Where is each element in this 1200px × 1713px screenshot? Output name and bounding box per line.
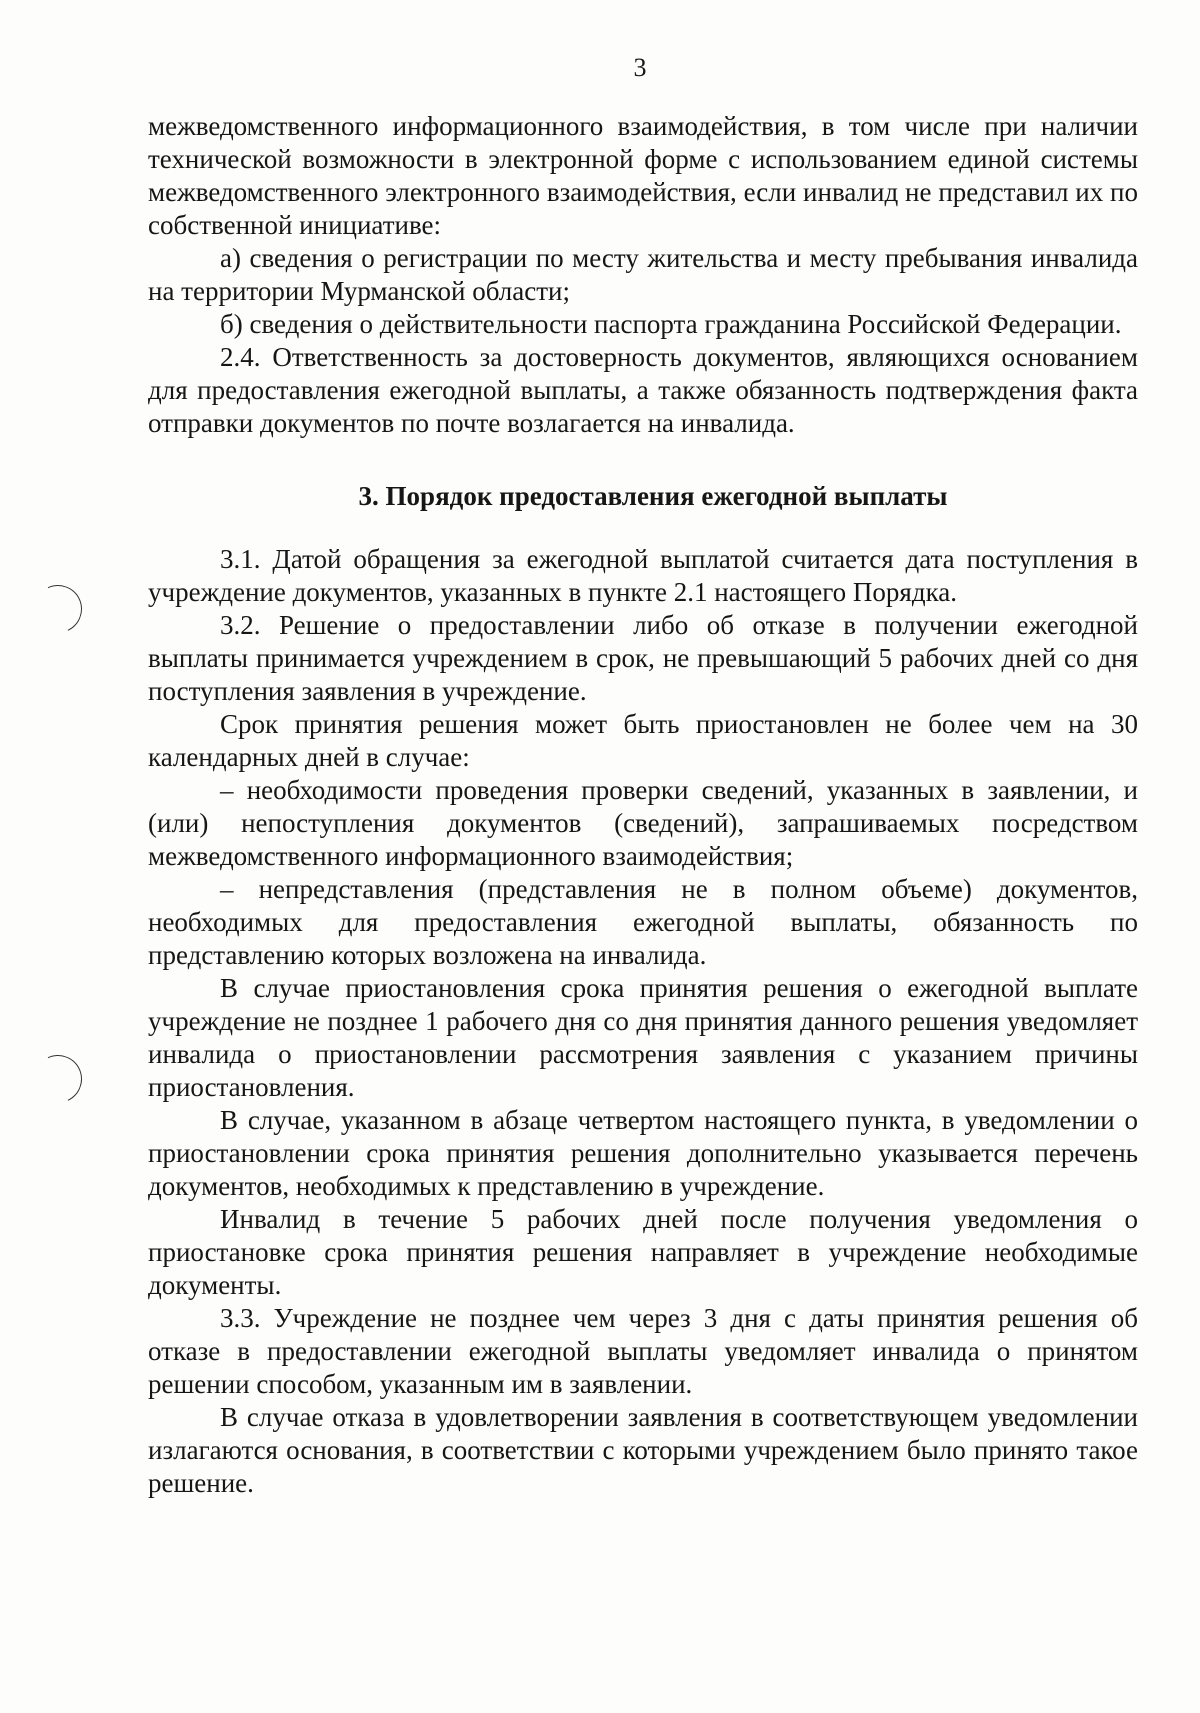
paragraph-case-non-submission: – непредставления (представления не в полном объеме) документов, необходимых для предоставления ежегодной выплаты, обязанность по представлению которых возложена на инвалида. <box>148 874 1138 970</box>
paragraph-2-4: 2.4. Ответственность за достоверность документов, являющихся основанием для предоставления ежегодной выплаты, а также обязанность подтверждения факта отправки документов по почте возлагается на инвалида. <box>148 342 1138 438</box>
page-number: 3 <box>633 53 647 82</box>
paragraph-suspension-term: Срок принятия решения может быть приостановлен не более чем на 30 календарных дней в случае: <box>148 709 1138 772</box>
document-body <box>148 110 1138 1500</box>
paragraph-3-1: 3.1. Датой обращения за ежегодной выплатой считается дата поступления в учреждение документов, указанных в пункте 2.1 настоящего Порядка. <box>148 544 1138 607</box>
paragraph-refusal-grounds: В случае отказа в удовлетворении заявления в соответствующем уведомлении излагаются основания, в соответствии с которыми учреждением было принято такое решение. <box>148 1402 1138 1498</box>
section-heading: 3. Порядок предоставления ежегодной выплаты <box>358 481 948 511</box>
punch-hole-mark <box>27 578 89 640</box>
paragraph-continuation: межведомственного информационного взаимодействия, в том числе при наличии технической возможности в электронной форме с использованием единой системы межведомственного электронного взаимодействия, если инвалид не представил их по собственной инициативе: <box>148 111 1138 240</box>
paragraph-submit-documents: Инвалид в течение 5 рабочих дней после получения уведомления о приостановке срока принятия решения направляет в учреждение необходимые документы. <box>148 1204 1138 1300</box>
punch-hole-mark <box>27 1048 89 1110</box>
paragraph-item-b: б) сведения о действительности паспорта гражданина Российской Федерации. <box>220 309 1122 339</box>
paragraph-3-2: 3.2. Решение о предоставлении либо об отказе в получении ежегодной выплаты принимается учреждением в срок, не превышающий 5 рабочих дней со дня поступления заявления в учреждение. <box>148 610 1138 706</box>
paragraph-suspension-notice: В случае приостановления срока принятия решения о ежегодной выплате учреждение не позднее 1 рабочего дня со дня принятия данного решения уведомляет инвалида о приостановлении рассмотрения заявления с указанием причины приостановления. <box>148 973 1138 1102</box>
paragraph-3-3: 3.3. Учреждение не позднее чем через 3 дня с даты принятия решения об отказе в предоставлении ежегодной выплаты уведомляет инвалида о принятом решении способом, указанным им в заявлении. <box>148 1303 1138 1399</box>
paragraph-item-a: а) сведения о регистрации по месту жительства и месту пребывания инвалида на территории Мурманской области; <box>148 243 1138 306</box>
paragraph-case-verification: – необходимости проведения проверки сведений, указанных в заявлении, и (или) непоступления документов (сведений), запрашиваемых посредством межведомственного информационного взаимодействия; <box>148 775 1138 871</box>
paragraph-documents-list: В случае, указанном в абзаце четвертом настоящего пункта, в уведомлении о приостановлении срока принятия решения дополнительно указывается перечень документов, необходимых к представлению в учреждение. <box>148 1105 1138 1201</box>
